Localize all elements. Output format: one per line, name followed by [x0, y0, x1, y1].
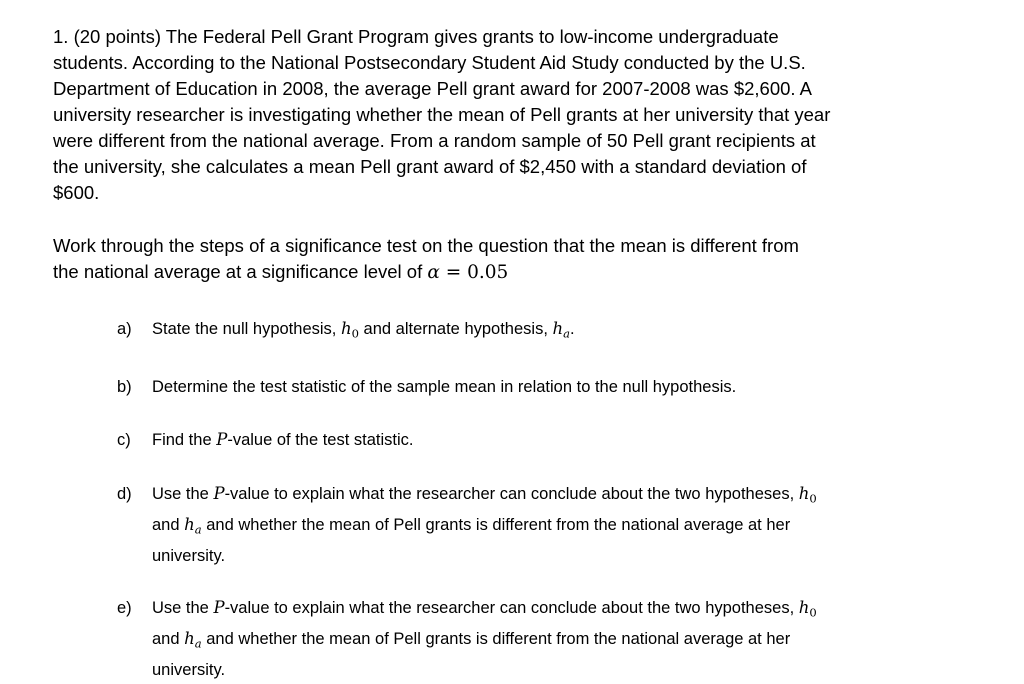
alternate-hypothesis-symbol: h: [184, 514, 195, 534]
instruction-line: [53, 259, 903, 286]
question-text: and alternate hypothesis,: [358, 320, 553, 338]
question-line: [152, 512, 897, 543]
question-text: State the null hypothesis,: [152, 320, 341, 338]
subscript-zero: 0: [809, 491, 817, 506]
question-letter: b): [117, 377, 132, 396]
question-letter: e): [117, 599, 132, 618]
intro-line: Department of Education in 2008, the average Pell grant award for 2007-2008 was $2,600. A: [53, 78, 812, 99]
question-text: -value to explain what the researcher can conclude about the two hypotheses,: [224, 484, 799, 503]
null-hypothesis-symbol: h: [340, 319, 352, 338]
alternate-hypothesis-symbol: h: [184, 629, 195, 649]
question-text: and whether the mean of Pell grants is different from the national average at her: [201, 630, 791, 649]
problem-document: [53, 24, 903, 286]
question-b: [117, 374, 897, 401]
equals-sign: =: [439, 262, 468, 283]
intro-line: 1. (20 points) The Federal Pell Grant Program gives grants to low-income undergraduate: [53, 26, 779, 47]
question-line: university.: [152, 661, 226, 680]
question-text: Use the: [152, 599, 214, 618]
alternate-hypothesis-symbol: h: [552, 319, 564, 338]
question-text: and whether the mean of Pell grants is different from the national average at her: [201, 515, 791, 534]
subscript-a: a: [563, 326, 571, 341]
question-line: [152, 595, 897, 626]
question-line: [152, 481, 897, 512]
subscript-a: a: [194, 636, 202, 651]
question-text: -value to explain what the researcher can conclude about the two hypotheses,: [224, 599, 799, 618]
question-a: [117, 316, 897, 347]
question-list: [117, 316, 897, 684]
question-letter: c): [117, 431, 131, 450]
intro-line: were different from the national average. From a random sample of 50 Pell grant recipients at: [53, 130, 816, 151]
question-text: .: [570, 320, 575, 338]
instruction-paragraph: [53, 233, 903, 286]
question-line: university.: [152, 546, 226, 565]
alpha-value: 0.05: [467, 262, 509, 283]
question-text: Use the: [152, 484, 214, 503]
question-line: [152, 626, 897, 657]
question-d: [117, 481, 897, 569]
p-symbol: P: [213, 598, 225, 618]
question-line: [152, 427, 897, 454]
p-symbol: P: [216, 430, 228, 450]
question-c: [117, 427, 897, 454]
intro-line: the university, she calculates a mean Pell grant award of $2,450 with a standard deviation of: [53, 156, 807, 177]
problem-intro: [53, 24, 903, 206]
alpha-symbol: α: [427, 262, 440, 283]
question-text: and: [152, 515, 185, 534]
intro-line: students. According to the National Postsecondary Student Aid Study conducted by the U.S.: [53, 52, 806, 73]
p-symbol: P: [213, 483, 225, 503]
intro-line: $600.: [53, 182, 100, 203]
intro-line: university researcher is investigating whether the mean of Pell grants at her university that year: [53, 104, 831, 125]
null-hypothesis-symbol: h: [798, 483, 810, 503]
instruction-line: Work through the steps of a significance test on the question that the mean is different from: [53, 235, 799, 256]
question-text: Find the: [152, 431, 217, 450]
question-line: [152, 316, 897, 347]
question-text: -value of the test statistic.: [227, 431, 414, 450]
question-text: and: [152, 630, 185, 649]
subscript-zero: 0: [351, 326, 359, 341]
subscript-a: a: [194, 522, 202, 537]
question-letter: d): [117, 484, 132, 503]
subscript-zero: 0: [809, 605, 817, 620]
instruction-text: the national average at a significance level of: [53, 261, 428, 282]
null-hypothesis-symbol: h: [798, 598, 810, 618]
question-text: Determine the test statistic of the sample mean in relation to the null hypothesis.: [152, 377, 737, 396]
question-e: [117, 595, 897, 683]
question-letter: a): [117, 320, 132, 338]
